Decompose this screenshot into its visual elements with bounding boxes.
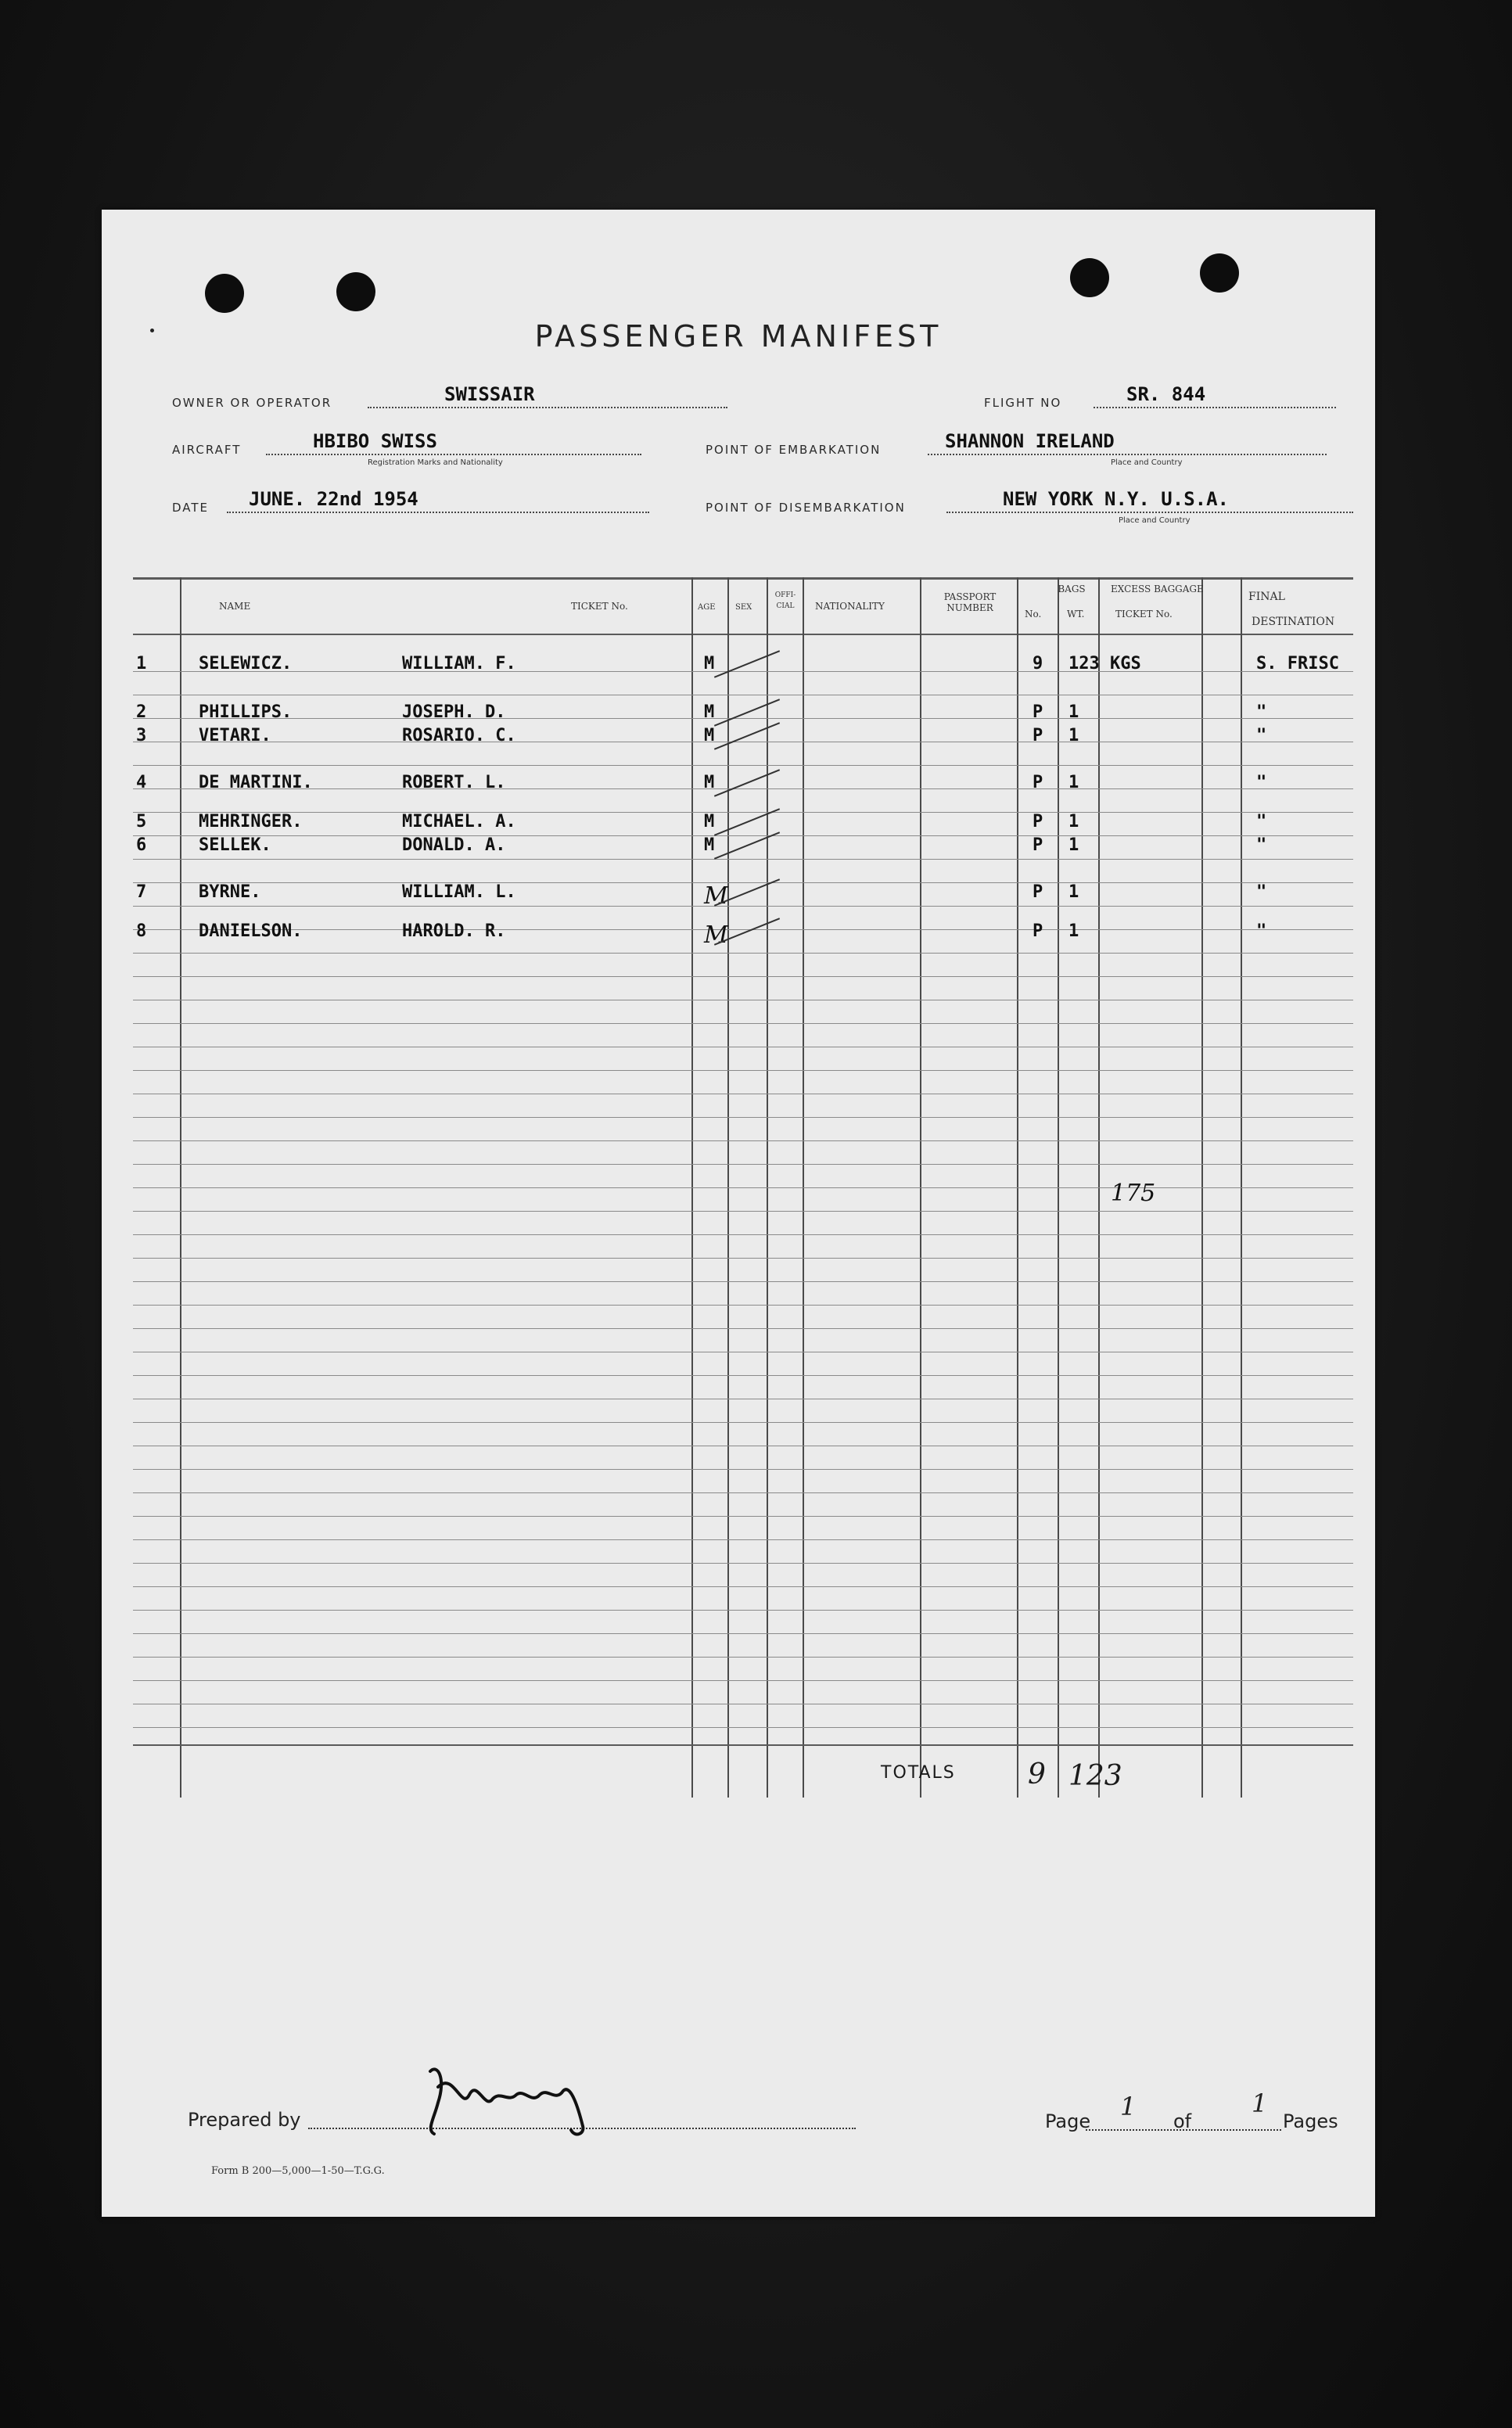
passenger-sex: M — [704, 921, 728, 949]
punch-hole — [336, 272, 375, 311]
owner-value: SWISSAIR — [444, 383, 535, 405]
col-head-excess: EXCESS BAGGAGE — [1111, 584, 1204, 594]
passenger-given-name: MICHAEL. A. — [402, 812, 516, 831]
check-stroke — [714, 722, 780, 750]
passenger-given-name: JOSEPH. D. — [402, 702, 506, 722]
col-head-age: AGE — [698, 603, 716, 612]
passenger-bags-no: P — [1033, 702, 1043, 722]
passenger-surname: PHILLIPS. — [199, 702, 293, 722]
document-title: PASSENGER MANIFEST — [534, 319, 943, 354]
col-head-passport: PASSPORT NUMBER — [943, 591, 997, 613]
col-head-sex: SEX — [735, 603, 752, 612]
passenger-bags-no: P — [1033, 882, 1043, 902]
row-rule — [133, 929, 1353, 930]
embarkation-sub: Place and Country — [1111, 458, 1183, 467]
row-rule — [133, 1657, 1353, 1658]
passenger-sex: M — [704, 702, 715, 722]
passenger-bags-wt: 1 — [1068, 726, 1079, 745]
page-label: Page — [1045, 2110, 1091, 2132]
aircraft-value: HBIBO SWISS — [313, 430, 437, 452]
totals-bags-no: 9 — [1028, 1758, 1046, 1790]
aircraft-line — [266, 454, 641, 455]
pages-label: Pages — [1283, 2110, 1338, 2132]
row-rule — [133, 1539, 1353, 1540]
passenger-bags-no: P — [1033, 812, 1043, 831]
passenger-given-name: HAROLD. R. — [402, 921, 506, 941]
row-number: 7 — [136, 882, 147, 902]
passenger-given-name: DONALD. A. — [402, 835, 506, 855]
row-rule — [133, 788, 1353, 789]
row-number: 1 — [136, 654, 147, 673]
row-rule — [133, 1610, 1353, 1611]
row-rule — [133, 1516, 1353, 1517]
passenger-table — [102, 577, 1375, 1829]
flight-line — [1094, 407, 1336, 408]
date-label: DATE — [172, 501, 210, 515]
row-rule — [133, 835, 1353, 836]
row-rule — [133, 1563, 1353, 1564]
passenger-given-name: WILLIAM. L. — [402, 882, 516, 902]
row-rule — [133, 1023, 1353, 1024]
table-top-rule — [133, 577, 1353, 580]
passenger-destination: " — [1256, 726, 1267, 745]
row-rule — [133, 1258, 1353, 1259]
embarkation-label: POINT OF EMBARKATION — [706, 443, 882, 457]
punch-hole — [205, 274, 244, 313]
passenger-bags-wt: 1 — [1068, 702, 1079, 722]
punch-hole — [1070, 258, 1109, 297]
passenger-bags-no: 9 — [1033, 654, 1043, 673]
row-number: 6 — [136, 835, 147, 855]
row-rule — [133, 906, 1353, 907]
row-rule — [133, 1375, 1353, 1376]
row-number: 4 — [136, 773, 147, 792]
passenger-surname: SELLEK. — [199, 835, 271, 855]
date-line — [227, 512, 649, 513]
passenger-sex: M — [704, 882, 728, 910]
passenger-surname: MEHRINGER. — [199, 812, 303, 831]
date-value: JUNE. 22nd 1954 — [249, 488, 418, 510]
embarkation-value: SHANNON IRELAND — [945, 430, 1115, 452]
passenger-bags-no: P — [1033, 835, 1043, 855]
flight-label: FLIGHT NO — [984, 396, 1062, 410]
passenger-bags-wt: 123 KGS — [1068, 654, 1141, 673]
row-rule — [133, 1469, 1353, 1470]
col-head-name: NAME — [219, 601, 251, 612]
row-rule — [133, 1727, 1353, 1728]
row-rule — [133, 1117, 1353, 1118]
owner-line — [368, 407, 727, 408]
passenger-destination: " — [1256, 812, 1267, 831]
row-rule — [133, 1164, 1353, 1165]
signature — [415, 2056, 618, 2142]
row-rule — [133, 1586, 1353, 1587]
row-rule — [133, 671, 1353, 672]
passenger-bags-wt: 1 — [1068, 812, 1079, 831]
row-rule — [133, 1140, 1353, 1141]
col-head-bags-no: No. — [1025, 609, 1042, 620]
col-head-nationality: NATIONALITY — [815, 601, 885, 612]
passenger-sex: M — [704, 773, 715, 792]
passenger-destination: S. FRISC — [1256, 654, 1339, 673]
passenger-sex: M — [704, 812, 715, 831]
passenger-bags-wt: 1 — [1068, 835, 1079, 855]
form-number: Form B 200—5,000—1-50—T.G.G. — [211, 2165, 385, 2177]
col-head-final: FINAL — [1248, 591, 1285, 603]
passenger-destination: " — [1256, 921, 1267, 941]
passenger-given-name: ROSARIO. C. — [402, 726, 516, 745]
prepared-label: Prepared by — [188, 2109, 301, 2131]
manifest-sheet — [102, 210, 1375, 2217]
row-rule — [133, 812, 1353, 813]
page-num: 1 — [1120, 2092, 1137, 2121]
row-rule — [133, 976, 1353, 977]
col-head-bags: BAGS — [1058, 584, 1086, 594]
row-rule — [133, 1422, 1353, 1423]
row-rule — [133, 1234, 1353, 1235]
aircraft-label: AIRCRAFT — [172, 443, 242, 457]
row-rule — [133, 1211, 1353, 1212]
passenger-surname: BYRNE. — [199, 882, 261, 902]
passenger-given-name: ROBERT. L. — [402, 773, 506, 792]
row-rule — [133, 1281, 1353, 1282]
disembarkation-line — [946, 512, 1353, 513]
passenger-destination: " — [1256, 773, 1267, 792]
passenger-sex: M — [704, 654, 715, 673]
passenger-surname: SELEWICZ. — [199, 654, 293, 673]
col-head-official: OFFI- CIAL — [774, 591, 796, 610]
col-head-destination: DESTINATION — [1252, 616, 1335, 628]
row-rule — [133, 1070, 1353, 1071]
page-total: 1 — [1252, 2089, 1268, 2118]
disembarkation-value: NEW YORK N.Y. U.S.A. — [1003, 488, 1229, 510]
passenger-bags-no: P — [1033, 726, 1043, 745]
col-head-bags-wt: WT. — [1067, 609, 1085, 620]
passenger-given-name: WILLIAM. F. — [402, 654, 516, 673]
passenger-surname: DANIELSON. — [199, 921, 303, 941]
row-rule — [133, 953, 1353, 954]
col-head-ticket: TICKET No. — [571, 601, 628, 612]
passenger-sex: M — [704, 835, 715, 855]
passenger-bags-wt: 1 — [1068, 882, 1079, 902]
row-rule — [133, 1305, 1353, 1306]
passenger-surname: DE MARTINI. — [199, 773, 313, 792]
col-head-excess-ticket: TICKET No. — [1115, 609, 1173, 620]
page-line — [1086, 2129, 1281, 2131]
row-rule — [133, 882, 1353, 883]
passenger-destination: " — [1256, 882, 1267, 902]
of-label: of — [1173, 2110, 1192, 2132]
passenger-bags-no: P — [1033, 773, 1043, 792]
totals-label: TOTALS — [881, 1763, 956, 1783]
row-rule — [133, 718, 1353, 719]
passenger-bags-wt: 1 — [1068, 921, 1079, 941]
passenger-destination: " — [1256, 835, 1267, 855]
row-number: 8 — [136, 921, 147, 941]
row-rule — [133, 1187, 1353, 1188]
totals-bags-wt: 123 — [1068, 1760, 1122, 1792]
passenger-bags-no: P — [1033, 921, 1043, 941]
row-number: 5 — [136, 812, 147, 831]
extra-note: 175 — [1111, 1180, 1156, 1207]
row-number: 3 — [136, 726, 147, 745]
row-rule — [133, 765, 1353, 766]
passenger-bags-wt: 1 — [1068, 773, 1079, 792]
row-rule — [133, 1633, 1353, 1634]
aircraft-sub: Registration Marks and Nationality — [368, 458, 503, 467]
row-number: 2 — [136, 702, 147, 722]
row-rule — [133, 1680, 1353, 1681]
punch-hole — [1200, 253, 1239, 293]
row-rule — [133, 859, 1353, 860]
flight-value: SR. 844 — [1126, 383, 1206, 405]
passenger-destination: " — [1256, 702, 1267, 722]
totals-rule — [133, 1744, 1353, 1746]
passenger-sex: M — [704, 726, 715, 745]
disembarkation-sub: Place and Country — [1119, 516, 1191, 525]
owner-label: OWNER OR OPERATOR — [172, 396, 332, 410]
row-rule — [133, 1492, 1353, 1493]
header-bottom-rule — [133, 634, 1353, 635]
check-stroke — [714, 650, 780, 678]
passenger-surname: VETARI. — [199, 726, 271, 745]
check-stroke — [714, 769, 780, 797]
embarkation-line — [928, 454, 1327, 455]
check-stroke — [714, 699, 780, 727]
disembarkation-label: POINT OF DISEMBARKATION — [706, 501, 906, 515]
row-rule — [133, 1328, 1353, 1329]
